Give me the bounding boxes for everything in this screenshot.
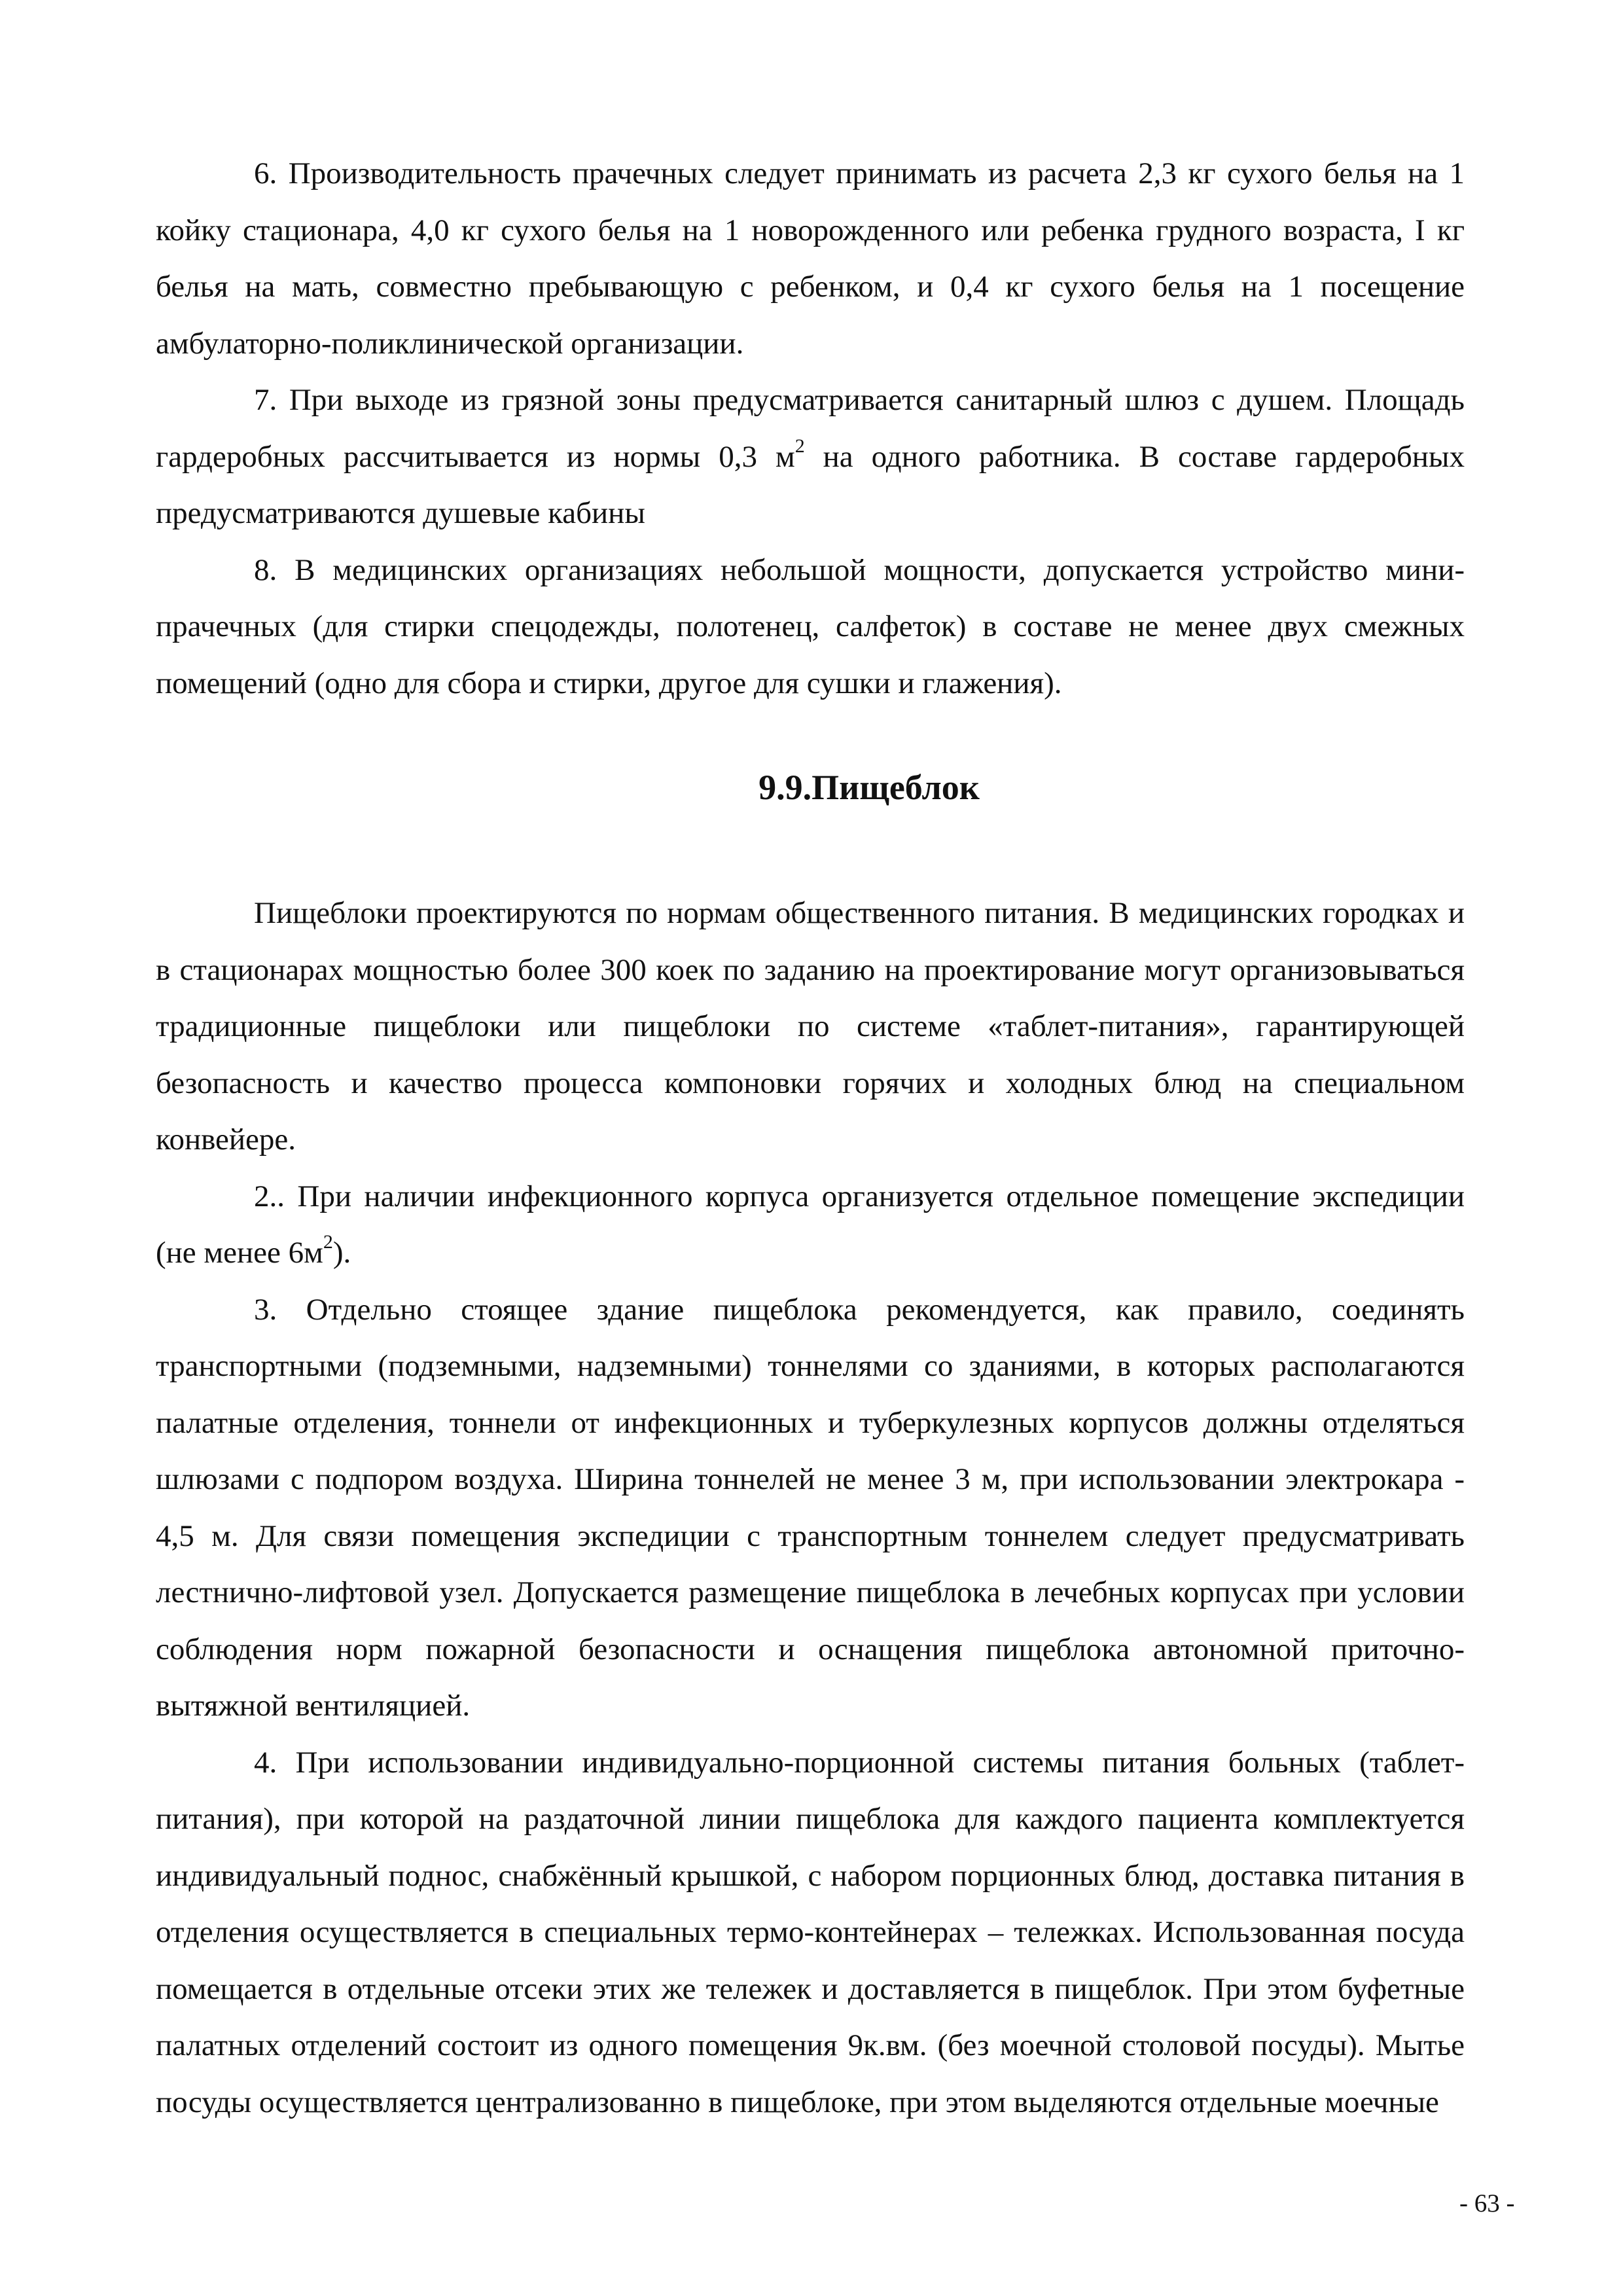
paragraph-expedition-room-text-end: ). xyxy=(332,1236,351,1270)
paragraph-tablet-feeding: 4. При использовании индивидуально-порционной системы питания больных (таблет-питания), при которой на раздаточной линии пищеблока для каждого пациента комплектуется индивидуальный поднос, снабжённый крышкой, с набором порционных блюд, доставка питания в отделения осуществляется в специальных термо-контейнерах – тележках. Использованная посуда помещается в отдельные отсеки этих же тележек и доставляется в пищеблок. При этом буфетные палатных отделений состоит из одного помещения 9к.вм. (без моечной столовой посуды). Мытье посуды осуществляется централизованно в пищеблоке, при этом выделяются отдельные моечные xyxy=(156,1745,1465,2119)
square-meter-superscript: 2 xyxy=(794,435,805,457)
paragraph-tunnels: 3. Отдельно стоящее здание пищеблока рекомендуется, как правило, соединять транспортными (подземными, надземными) тоннелями со зданиями, в которых располагаются палатные отделения, тоннели от инфекционных и туберкулезных корпусов должны отделяться шлюзами с подпором воздуха. Ширина тоннелей не менее 3 м, при использовании электрокара - 4,5 м. Для связи помещения экспедиции с транспортным тоннелем следует предусматривать лестнично-лифтовой узел. Допускается размещение пищеблока в лечебных корпусах при условии соблюдения норм пожарной безопасности и оснащения пищеблока автономной приточно-вытяжной вентиляцией. xyxy=(156,1292,1465,1723)
paragraph-sanitary-lock xyxy=(156,372,1465,542)
page-number: - 63 - xyxy=(1459,2189,1515,2217)
paragraph-expedition-room xyxy=(156,1168,1465,1282)
paragraph-mini-laundry: 8. В медицинских организациях небольшой мощности, допускается устройство мини-прачечных (для стирки спецодежды, полотенец, салфеток) в составе не менее двух смежных помещений (одно для сбора и стирки, другое для сушки и глажения). xyxy=(156,552,1465,700)
paragraph-laundry-capacity: 6. Производительность прачечных следует принимать из расчета 2,3 кг сухого белья на 1 койку стационара, 4,0 кг сухого белья на 1 новорожденного или ребенка грудного возраста, I кг белья на мать, совместно пребывающую с ребенком, и 0,4 кг сухого белья на 1 посещение амбулаторно-поликлинической организации. xyxy=(156,156,1465,361)
paragraph-sanitary-lock-text-start: 7. При выходе из грязной зоны предусматривается санитарный шлюз с душем. Площадь гардеробных рассчитывается из нормы 0,3 м xyxy=(156,383,1465,474)
kitchen-section-text xyxy=(156,885,1465,2130)
square-meter-superscript: 2 xyxy=(323,1231,333,1253)
laundry-section-text xyxy=(156,145,1465,711)
paragraph-kitchen-design: Пищеблоки проектируются по нормам общественного питания. В медицинских городках и в стационарах мощностью более 300 коек по заданию на проектирование могут организовываться традиционные пищеблоки или пищеблоки по системе «таблет-питания», гарантирующей безопасность и качество процесса компоновки горячих и холодных блюд на специальном конвейере. xyxy=(156,896,1465,1157)
paragraph-sanitary-lock-text-end: на одного работника. В составе гардеробных предусматриваются душевые кабины xyxy=(156,439,1465,530)
paragraph-expedition-room-text-start: 2.. При наличии инфекционного корпуса организуется отдельное помещение экспедиции (не менее 6м xyxy=(156,1179,1465,1270)
section-heading-kitchen: 9.9.Пищеблок xyxy=(758,768,980,807)
